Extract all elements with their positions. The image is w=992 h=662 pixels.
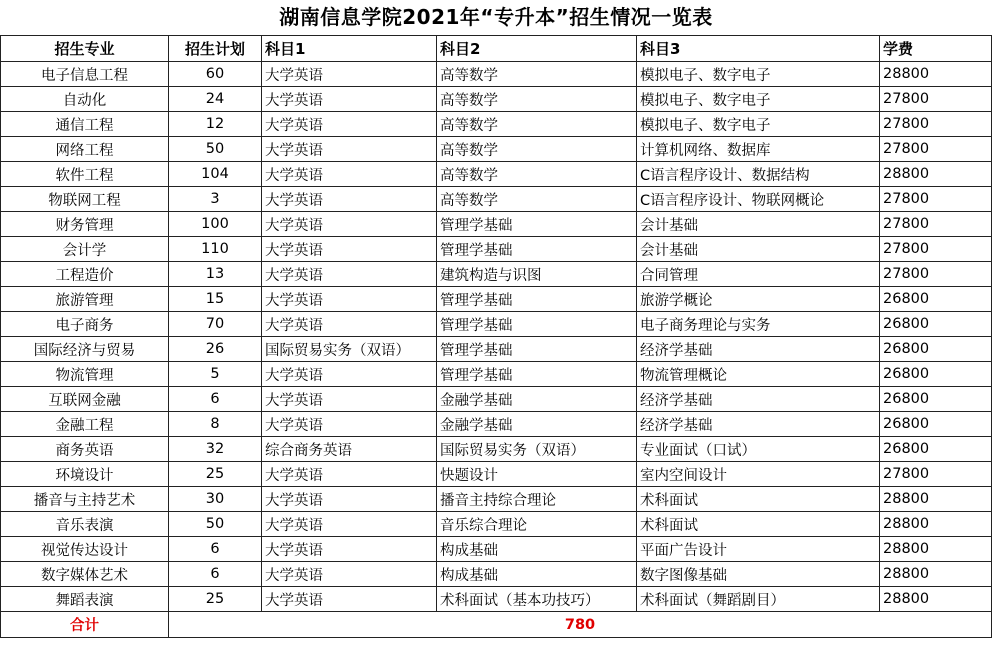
cell-subject2: 建筑构造与识图	[437, 262, 637, 287]
cell-subject2: 构成基础	[437, 537, 637, 562]
cell-subject1: 大学英语	[262, 62, 437, 87]
table-row	[1, 537, 992, 562]
cell-major: 音乐表演	[1, 512, 169, 537]
cell-plan: 104	[169, 162, 262, 187]
cell-plan: 6	[169, 387, 262, 412]
cell-subject2: 构成基础	[437, 562, 637, 587]
cell-major: 视觉传达设计	[1, 537, 169, 562]
cell-fee: 27800	[880, 87, 992, 112]
table-row	[1, 412, 992, 437]
cell-subject2: 高等数学	[437, 137, 637, 162]
cell-major: 财务管理	[1, 212, 169, 237]
cell-major: 国际经济与贸易	[1, 337, 169, 362]
cell-major: 网络工程	[1, 137, 169, 162]
table-row	[1, 337, 992, 362]
cell-plan: 12	[169, 112, 262, 137]
cell-subject3: 术科面试（舞蹈剧目）	[637, 587, 880, 612]
cell-subject1: 大学英语	[262, 412, 437, 437]
cell-plan: 6	[169, 562, 262, 587]
cell-subject1: 大学英语	[262, 362, 437, 387]
cell-plan: 25	[169, 462, 262, 487]
cell-subject1: 大学英语	[262, 287, 437, 312]
cell-fee: 28800	[880, 512, 992, 537]
table-row	[1, 512, 992, 537]
cell-fee: 27800	[880, 262, 992, 287]
cell-subject1: 大学英语	[262, 112, 437, 137]
cell-major: 软件工程	[1, 162, 169, 187]
cell-subject3: 会计基础	[637, 212, 880, 237]
total-label: 合计	[1, 612, 169, 638]
enrollment-table	[0, 35, 992, 638]
cell-plan: 5	[169, 362, 262, 387]
table-body	[1, 62, 992, 612]
cell-plan: 50	[169, 137, 262, 162]
cell-subject3: 平面广告设计	[637, 537, 880, 562]
cell-subject3: 模拟电子、数字电子	[637, 87, 880, 112]
cell-subject1: 大学英语	[262, 387, 437, 412]
cell-fee: 26800	[880, 312, 992, 337]
cell-major: 旅游管理	[1, 287, 169, 312]
cell-subject2: 高等数学	[437, 162, 637, 187]
cell-major: 播音与主持艺术	[1, 487, 169, 512]
cell-major: 物流管理	[1, 362, 169, 387]
total-value: 780	[169, 612, 992, 638]
cell-subject2: 金融学基础	[437, 412, 637, 437]
cell-plan: 32	[169, 437, 262, 462]
cell-subject1: 大学英语	[262, 587, 437, 612]
cell-subject1: 大学英语	[262, 537, 437, 562]
table-row	[1, 437, 992, 462]
cell-plan: 6	[169, 537, 262, 562]
table-row	[1, 387, 992, 412]
cell-subject3: 室内空间设计	[637, 462, 880, 487]
table-row	[1, 112, 992, 137]
cell-fee: 27800	[880, 137, 992, 162]
cell-fee: 27800	[880, 187, 992, 212]
cell-major: 互联网金融	[1, 387, 169, 412]
cell-plan: 13	[169, 262, 262, 287]
cell-fee: 26800	[880, 287, 992, 312]
cell-plan: 25	[169, 587, 262, 612]
cell-subject2: 高等数学	[437, 187, 637, 212]
cell-subject2: 国际贸易实务（双语）	[437, 437, 637, 462]
cell-major: 工程造价	[1, 262, 169, 287]
cell-subject1: 综合商务英语	[262, 437, 437, 462]
cell-subject3: 物流管理概论	[637, 362, 880, 387]
table-row	[1, 162, 992, 187]
table-row	[1, 462, 992, 487]
cell-subject3: 旅游学概论	[637, 287, 880, 312]
header-fee: 学费	[880, 36, 992, 62]
cell-major: 自动化	[1, 87, 169, 112]
table-row	[1, 487, 992, 512]
cell-subject2: 管理学基础	[437, 212, 637, 237]
cell-fee: 28800	[880, 562, 992, 587]
table-row	[1, 87, 992, 112]
cell-fee: 26800	[880, 337, 992, 362]
cell-fee: 26800	[880, 437, 992, 462]
cell-subject2: 高等数学	[437, 112, 637, 137]
cell-subject1: 大学英语	[262, 512, 437, 537]
cell-subject3: 经济学基础	[637, 337, 880, 362]
cell-major: 电子商务	[1, 312, 169, 337]
cell-major: 商务英语	[1, 437, 169, 462]
cell-subject3: 术科面试	[637, 512, 880, 537]
cell-subject1: 大学英语	[262, 162, 437, 187]
table-row	[1, 237, 992, 262]
table-row	[1, 62, 992, 87]
cell-major: 舞蹈表演	[1, 587, 169, 612]
table-header-row	[1, 36, 992, 62]
table-row	[1, 562, 992, 587]
cell-subject2: 高等数学	[437, 87, 637, 112]
cell-subject3: 术科面试	[637, 487, 880, 512]
cell-subject1: 大学英语	[262, 187, 437, 212]
cell-subject2: 播音主持综合理论	[437, 487, 637, 512]
cell-plan: 3	[169, 187, 262, 212]
cell-fee: 28800	[880, 487, 992, 512]
cell-subject1: 大学英语	[262, 212, 437, 237]
cell-fee: 28800	[880, 162, 992, 187]
cell-plan: 70	[169, 312, 262, 337]
cell-fee: 27800	[880, 212, 992, 237]
cell-subject1: 大学英语	[262, 312, 437, 337]
cell-subject2: 音乐综合理论	[437, 512, 637, 537]
cell-major: 物联网工程	[1, 187, 169, 212]
cell-fee: 26800	[880, 412, 992, 437]
table-row	[1, 312, 992, 337]
table-row	[1, 362, 992, 387]
header-subject1: 科目1	[262, 36, 437, 62]
cell-plan: 24	[169, 87, 262, 112]
cell-fee: 27800	[880, 112, 992, 137]
cell-major: 电子信息工程	[1, 62, 169, 87]
cell-subject3: 模拟电子、数字电子	[637, 62, 880, 87]
cell-subject2: 管理学基础	[437, 287, 637, 312]
cell-subject2: 管理学基础	[437, 362, 637, 387]
cell-subject1: 大学英语	[262, 462, 437, 487]
table-row	[1, 137, 992, 162]
cell-major: 环境设计	[1, 462, 169, 487]
cell-subject2: 管理学基础	[437, 237, 637, 262]
cell-major: 通信工程	[1, 112, 169, 137]
cell-fee: 28800	[880, 537, 992, 562]
cell-subject2: 高等数学	[437, 62, 637, 87]
header-subject2: 科目2	[437, 36, 637, 62]
table-row	[1, 262, 992, 287]
cell-plan: 15	[169, 287, 262, 312]
table-row	[1, 587, 992, 612]
cell-subject2: 快题设计	[437, 462, 637, 487]
cell-subject1: 大学英语	[262, 487, 437, 512]
cell-subject2: 术科面试（基本功技巧）	[437, 587, 637, 612]
cell-subject3: 专业面试（口试）	[637, 437, 880, 462]
cell-subject1: 大学英语	[262, 137, 437, 162]
cell-major: 会计学	[1, 237, 169, 262]
cell-plan: 30	[169, 487, 262, 512]
table-row	[1, 212, 992, 237]
cell-subject3: 数字图像基础	[637, 562, 880, 587]
cell-subject3: C语言程序设计、物联网概论	[637, 187, 880, 212]
cell-fee: 28800	[880, 62, 992, 87]
cell-subject1: 国际贸易实务（双语）	[262, 337, 437, 362]
cell-fee: 26800	[880, 387, 992, 412]
cell-fee: 27800	[880, 462, 992, 487]
cell-subject3: 会计基础	[637, 237, 880, 262]
cell-fee: 28800	[880, 587, 992, 612]
cell-subject3: 经济学基础	[637, 412, 880, 437]
table-row	[1, 187, 992, 212]
cell-subject3: 合同管理	[637, 262, 880, 287]
cell-plan: 26	[169, 337, 262, 362]
cell-plan: 110	[169, 237, 262, 262]
cell-major: 数字媒体艺术	[1, 562, 169, 587]
cell-subject3: C语言程序设计、数据结构	[637, 162, 880, 187]
cell-subject2: 管理学基础	[437, 312, 637, 337]
cell-subject2: 金融学基础	[437, 387, 637, 412]
page-title: 湖南信息学院2021年“专升本”招生情况一览表	[279, 5, 713, 29]
cell-plan: 50	[169, 512, 262, 537]
cell-subject3: 计算机网络、数据库	[637, 137, 880, 162]
cell-major: 金融工程	[1, 412, 169, 437]
cell-subject1: 大学英语	[262, 262, 437, 287]
cell-plan: 8	[169, 412, 262, 437]
cell-subject3: 模拟电子、数字电子	[637, 112, 880, 137]
cell-plan: 60	[169, 62, 262, 87]
cell-subject2: 管理学基础	[437, 337, 637, 362]
header-subject3: 科目3	[637, 36, 880, 62]
total-row	[1, 612, 992, 638]
cell-subject1: 大学英语	[262, 562, 437, 587]
cell-subject3: 电子商务理论与实务	[637, 312, 880, 337]
header-plan: 招生计划	[169, 36, 262, 62]
table-row	[1, 287, 992, 312]
cell-fee: 27800	[880, 237, 992, 262]
cell-plan: 100	[169, 212, 262, 237]
cell-subject1: 大学英语	[262, 87, 437, 112]
cell-subject3: 经济学基础	[637, 387, 880, 412]
cell-subject1: 大学英语	[262, 237, 437, 262]
header-major: 招生专业	[1, 36, 169, 62]
cell-fee: 26800	[880, 362, 992, 387]
